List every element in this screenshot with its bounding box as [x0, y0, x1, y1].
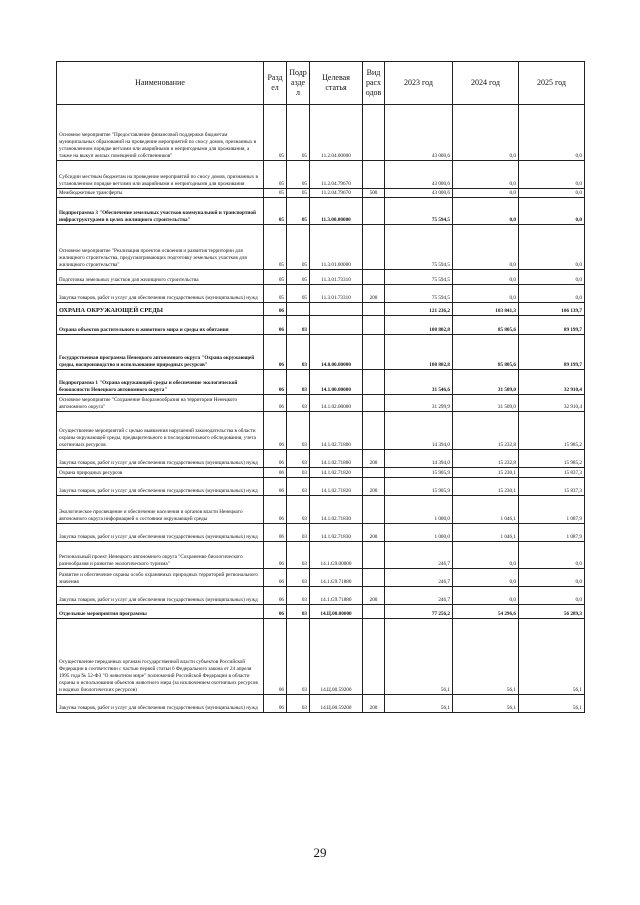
cell-year-2023: 56,1 [385, 619, 453, 695]
cell-year-2024: 1 046,1 [453, 524, 519, 542]
cell-podrazdel: 05 [287, 270, 310, 285]
cell-razdel: 06 [264, 412, 287, 450]
cell-expense-type [363, 496, 385, 524]
header-expense-type: Вид расх одов [363, 62, 385, 105]
cell-year-2023: 121 236,2 [385, 303, 453, 316]
cell-name: Закупка товаров, работ и услуг для обеспечения государственных (муниципальных) нужд [57, 587, 264, 605]
cell-target-article: 14.0.00.00000 [310, 335, 363, 370]
cell-razdel: 05 [264, 189, 287, 198]
header-target-article: Целевая статья [310, 62, 363, 105]
header-name: Наименование [57, 62, 264, 105]
cell-year-2023: 77 256,2 [385, 605, 453, 619]
cell-expense-type [363, 225, 385, 270]
cell-year-2023: 75 594,5 [385, 270, 453, 285]
cell-podrazdel: 05 [287, 198, 310, 225]
cell-razdel: 06 [264, 395, 287, 412]
cell-razdel: 06 [264, 450, 287, 468]
cell-podrazdel: 03 [287, 524, 310, 542]
cell-expense-type [363, 370, 385, 395]
table-row [57, 587, 585, 605]
cell-year-2024: 0,0 [453, 285, 519, 303]
cell-name: Закупка товаров, работ и услуг для обеспечения государственных (муниципальных) нужд [57, 450, 264, 468]
cell-name: Развитие и обеспечение охраны особо охраняемых природных территорий регионального значения [57, 569, 264, 587]
cell-target-article [310, 303, 363, 316]
cell-year-2025: 0,0 [519, 225, 585, 270]
cell-expense-type [363, 412, 385, 450]
cell-year-2024: 56,1 [453, 695, 519, 713]
table-row [57, 569, 585, 587]
cell-razdel: 05 [264, 198, 287, 225]
cell-expense-type [363, 316, 385, 335]
cell-podrazdel: 03 [287, 468, 310, 478]
cell-year-2024: 0,0 [453, 198, 519, 225]
cell-year-2025: 56 289,3 [519, 605, 585, 619]
cell-year-2024: 85 805,6 [453, 316, 519, 335]
cell-year-2024: 0,0 [453, 542, 519, 569]
cell-name: Охрана объектов растительного и животного мира и среды их обитания [57, 316, 264, 335]
cell-razdel: 05 [264, 285, 287, 303]
cell-year-2025: 56,1 [519, 619, 585, 695]
cell-podrazdel: 03 [287, 542, 310, 569]
cell-year-2025: 0,0 [519, 569, 585, 587]
cell-podrazdel: 03 [287, 569, 310, 587]
cell-target-article: 14.1.02.71800 [310, 450, 363, 468]
cell-name: Основное мероприятие "Реализация проектов освоения и развития территории для жилищного строительства, предусматривающих подготовку земельных участков для жилищного строительства" [57, 225, 264, 270]
cell-target-article: 14.1.G9.71880 [310, 587, 363, 605]
cell-target-article: 14.Ц.00.00000 [310, 605, 363, 619]
cell-name: Субсидии местным бюджетам на проведение мероприятий по сносу домов, признанных в установленном порядке ветхими или аварийными и непригодными для проживания [57, 161, 264, 189]
cell-year-2025: 0,0 [519, 161, 585, 189]
cell-year-2025: 32 910,4 [519, 370, 585, 395]
table-row [57, 542, 585, 569]
cell-podrazdel: 03 [287, 587, 310, 605]
cell-target-article: 11.3.01.73310 [310, 270, 363, 285]
cell-year-2024: 103 841,3 [453, 303, 519, 316]
cell-expense-type [363, 395, 385, 412]
cell-expense-type [363, 198, 385, 225]
cell-year-2023: 1 000,0 [385, 496, 453, 524]
cell-target-article: 14.1.02.00000 [310, 395, 363, 412]
cell-year-2023: 43 000,6 [385, 105, 453, 161]
cell-razdel: 06 [264, 524, 287, 542]
cell-year-2023: 15 905,9 [385, 478, 453, 496]
cell-razdel: 05 [264, 225, 287, 270]
cell-target-article: 11.3.01.00000 [310, 225, 363, 270]
cell-razdel: 06 [264, 335, 287, 370]
cell-razdel: 06 [264, 478, 287, 496]
cell-expense-type [363, 105, 385, 161]
cell-year-2023: 56,1 [385, 695, 453, 713]
cell-year-2024: 56,1 [453, 619, 519, 695]
cell-expense-type [363, 619, 385, 695]
cell-name: Основное мероприятие "Сохранение биоразнообразия на территории Ненецкого автономного округа" [57, 395, 264, 412]
table-header-row [57, 62, 585, 105]
cell-year-2025: 106 139,7 [519, 303, 585, 316]
cell-target-article: 14.1.G9.71880 [310, 569, 363, 587]
cell-name: Отдельные мероприятия программы [57, 605, 264, 619]
cell-name: Закупка товаров, работ и услуг для обеспечения государственных (муниципальных) нужд [57, 285, 264, 303]
table-row [57, 161, 585, 189]
cell-year-2024: 15 230,1 [453, 468, 519, 478]
cell-year-2025: 89 199,7 [519, 316, 585, 335]
cell-razdel: 05 [264, 161, 287, 189]
table-row [57, 412, 585, 450]
cell-expense-type [363, 161, 385, 189]
cell-razdel: 06 [264, 468, 287, 478]
header-year-2023: 2023 год [385, 62, 453, 105]
table-row [57, 450, 585, 468]
cell-razdel: 06 [264, 370, 287, 395]
table-row [57, 695, 585, 713]
cell-expense-type [363, 335, 385, 370]
cell-razdel: 05 [264, 270, 287, 285]
table-row [57, 303, 585, 316]
cell-razdel: 06 [264, 496, 287, 524]
cell-year-2023: 31 299,9 [385, 395, 453, 412]
cell-year-2023: 108 802,8 [385, 335, 453, 370]
cell-year-2023: 75 594,5 [385, 225, 453, 270]
cell-razdel: 06 [264, 695, 287, 713]
table-row [57, 225, 585, 270]
table-row [57, 496, 585, 524]
cell-year-2024: 31 509,0 [453, 395, 519, 412]
cell-year-2024: 0,0 [453, 105, 519, 161]
cell-target-article: 14.Ц.00.59200 [310, 695, 363, 713]
cell-expense-type: 200 [363, 587, 385, 605]
table-row [57, 198, 585, 225]
cell-target-article: 14.Ц.00.59200 [310, 619, 363, 695]
cell-name: Экологическое просвещение и обеспечение населения и органов власти Ненецкого автономного округа информацией о состоянии окружающей среды [57, 496, 264, 524]
cell-year-2025: 0,0 [519, 270, 585, 285]
cell-year-2025: 0,0 [519, 189, 585, 198]
cell-podrazdel [287, 303, 310, 316]
cell-expense-type [363, 605, 385, 619]
cell-target-article: 14.1.02.71830 [310, 524, 363, 542]
table-row [57, 335, 585, 370]
cell-target-article: 14.1.02.71830 [310, 496, 363, 524]
cell-expense-type [363, 303, 385, 316]
cell-podrazdel: 03 [287, 316, 310, 335]
cell-razdel: 06 [264, 316, 287, 335]
cell-year-2025: 0,0 [519, 587, 585, 605]
cell-year-2025: 15 985,2 [519, 412, 585, 450]
cell-year-2024: 0,0 [453, 270, 519, 285]
cell-year-2024: 54 296,6 [453, 605, 519, 619]
cell-name: Закупка товаров, работ и услуг для обеспечения государственных (муниципальных) нужд [57, 524, 264, 542]
cell-year-2024: 85 805,6 [453, 335, 519, 370]
cell-year-2024: 31 509,0 [453, 370, 519, 395]
cell-name: Межбюджетные трансферты [57, 189, 264, 198]
cell-target-article: 14.1.02.71820 [310, 468, 363, 478]
table-row [57, 468, 585, 478]
cell-target-article: 11.3.01.73310 [310, 285, 363, 303]
header-podrazdel: Подр азде л [287, 62, 310, 105]
cell-year-2023: 14 394,0 [385, 412, 453, 450]
budget-table [56, 61, 585, 713]
cell-name: Региональный проект Ненецкого автономного округа "Сохранение биологического разнообразия и развитие экологического туризма" [57, 542, 264, 569]
header-year-2025: 2025 год [519, 62, 585, 105]
cell-target-article: 14.1.02.71800 [310, 412, 363, 450]
cell-year-2023: 14 394,0 [385, 450, 453, 468]
cell-podrazdel: 05 [287, 225, 310, 270]
cell-name: Подпрограмма 3 "Обеспечение земельных участков коммунальной и транспортной инфраструктурами в целях жилищного строительства" [57, 198, 264, 225]
header-razdel: Разд ел [264, 62, 287, 105]
cell-podrazdel: 03 [287, 395, 310, 412]
cell-year-2023: 246,7 [385, 569, 453, 587]
table-row [57, 605, 585, 619]
cell-podrazdel: 03 [287, 695, 310, 713]
cell-name: Основное мероприятие "Предоставление финансовой поддержки бюджетам муниципальных образований на проведение мероприятий по сносу домов, признанных в установленном порядке ветхими или аварийными и непригодными для проживания, а также на выкуп жилых помещений собственников" [57, 105, 264, 161]
cell-year-2025: 0,0 [519, 542, 585, 569]
cell-expense-type: 500 [363, 189, 385, 198]
cell-target-article: 14.1.02.71820 [310, 478, 363, 496]
cell-year-2023: 246,7 [385, 587, 453, 605]
cell-year-2024: 15 232,8 [453, 412, 519, 450]
cell-expense-type [363, 542, 385, 569]
cell-podrazdel: 03 [287, 605, 310, 619]
cell-razdel: 06 [264, 605, 287, 619]
cell-expense-type: 200 [363, 695, 385, 713]
cell-year-2023: 43 000,6 [385, 189, 453, 198]
cell-podrazdel: 05 [287, 189, 310, 198]
cell-year-2024: 0,0 [453, 587, 519, 605]
cell-year-2025: 0,0 [519, 285, 585, 303]
cell-name: Осуществление мероприятий с целью выявления нарушений законодательства в области охраны окружающей среды, предварительного и последовательного обследования, учета охотничьих ресурсов [57, 412, 264, 450]
cell-razdel: 05 [264, 105, 287, 161]
cell-razdel: 06 [264, 587, 287, 605]
cell-year-2023: 75 594,5 [385, 285, 453, 303]
cell-podrazdel: 03 [287, 450, 310, 468]
table-row [57, 316, 585, 335]
cell-target-article: 11.2.04.79670 [310, 189, 363, 198]
page-number: 29 [313, 845, 327, 860]
cell-year-2025: 89 199,7 [519, 335, 585, 370]
cell-razdel: 06 [264, 303, 287, 316]
cell-name: ОХРАНА ОКРУЖАЮЩЕЙ СРЕДЫ [57, 303, 264, 316]
cell-target-article: 11.2.04.79670 [310, 161, 363, 189]
cell-year-2024: 0,0 [453, 189, 519, 198]
cell-razdel: 06 [264, 619, 287, 695]
cell-year-2024: 0,0 [453, 161, 519, 189]
table-row [57, 395, 585, 412]
cell-year-2023: 1 000,0 [385, 524, 453, 542]
table-body [57, 105, 585, 713]
table-row [57, 189, 585, 198]
cell-name: Закупка товаров, работ и услуг для обеспечения государственных (муниципальных) нужд [57, 695, 264, 713]
cell-podrazdel: 03 [287, 412, 310, 450]
table-row [57, 619, 585, 695]
cell-year-2025: 0,0 [519, 105, 585, 161]
cell-year-2023: 246,7 [385, 542, 453, 569]
cell-name: Подпрограмма 1 "Охрана окружающей среды и обеспечение экологической безопасности Ненецкого автономного округа" [57, 370, 264, 395]
cell-podrazdel: 05 [287, 285, 310, 303]
cell-year-2025: 15 837,3 [519, 478, 585, 496]
cell-year-2024: 0,0 [453, 225, 519, 270]
cell-year-2023: 15 905,9 [385, 468, 453, 478]
cell-target-article: 14.1.00.00000 [310, 370, 363, 395]
cell-year-2024: 0,0 [453, 569, 519, 587]
cell-name: Закупка товаров, работ и услуг для обеспечения государственных (муниципальных) нужд [57, 478, 264, 496]
header-year-2024: 2024 год [453, 62, 519, 105]
cell-podrazdel: 03 [287, 496, 310, 524]
cell-podrazdel: 03 [287, 370, 310, 395]
table-row [57, 524, 585, 542]
cell-year-2025: 15 837,3 [519, 468, 585, 478]
cell-expense-type: 200 [363, 524, 385, 542]
table-row [57, 105, 585, 161]
cell-name: Государственная программа Ненецкого автономного округа "Охрана окружающей среды, воспроизводство и использование природных ресурсов" [57, 335, 264, 370]
cell-year-2025: 1 087,9 [519, 524, 585, 542]
cell-year-2025: 15 985,2 [519, 450, 585, 468]
cell-expense-type [363, 468, 385, 478]
cell-target-article: 14.1.G9.00000 [310, 542, 363, 569]
table-row [57, 370, 585, 395]
cell-podrazdel: 03 [287, 619, 310, 695]
cell-expense-type: 200 [363, 285, 385, 303]
cell-year-2025: 32 910,4 [519, 395, 585, 412]
cell-expense-type: 200 [363, 450, 385, 468]
cell-year-2023: 43 000,6 [385, 161, 453, 189]
cell-year-2025: 0,0 [519, 198, 585, 225]
cell-target-article: 11.3.00.00000 [310, 198, 363, 225]
cell-year-2025: 1 087,9 [519, 496, 585, 524]
cell-year-2024: 15 230,1 [453, 478, 519, 496]
cell-expense-type [363, 270, 385, 285]
cell-target-article: 11.2.04.00000 [310, 105, 363, 161]
cell-year-2024: 1 046,1 [453, 496, 519, 524]
cell-podrazdel: 05 [287, 161, 310, 189]
cell-year-2023: 108 802,8 [385, 316, 453, 335]
cell-year-2023: 31 546,6 [385, 370, 453, 395]
cell-year-2024: 15 232,8 [453, 450, 519, 468]
cell-year-2023: 75 594,5 [385, 198, 453, 225]
cell-razdel: 06 [264, 569, 287, 587]
cell-target-article [310, 316, 363, 335]
cell-razdel: 06 [264, 542, 287, 569]
table-row [57, 285, 585, 303]
cell-year-2025: 56,1 [519, 695, 585, 713]
cell-name: Охрана природных ресурсов [57, 468, 264, 478]
table-row [57, 478, 585, 496]
cell-expense-type [363, 569, 385, 587]
cell-name: Осуществление переданных органам государственной власти субъектов Российской Федерации в соответствии с частью первой статьи 6 Федерального закона от 24 апреля 1995 года № 52-ФЗ "О животном мире" полномочий Российской Федерации в области охраны и использования объектов животного мира (за исключением охотничьих ресурсов и водных биологических ресурсов) [57, 619, 264, 695]
cell-name: Подготовка земельных участков для жилищного строительства [57, 270, 264, 285]
cell-podrazdel: 03 [287, 335, 310, 370]
cell-podrazdel: 05 [287, 105, 310, 161]
table-row [57, 270, 585, 285]
cell-expense-type: 200 [363, 478, 385, 496]
cell-podrazdel: 03 [287, 478, 310, 496]
